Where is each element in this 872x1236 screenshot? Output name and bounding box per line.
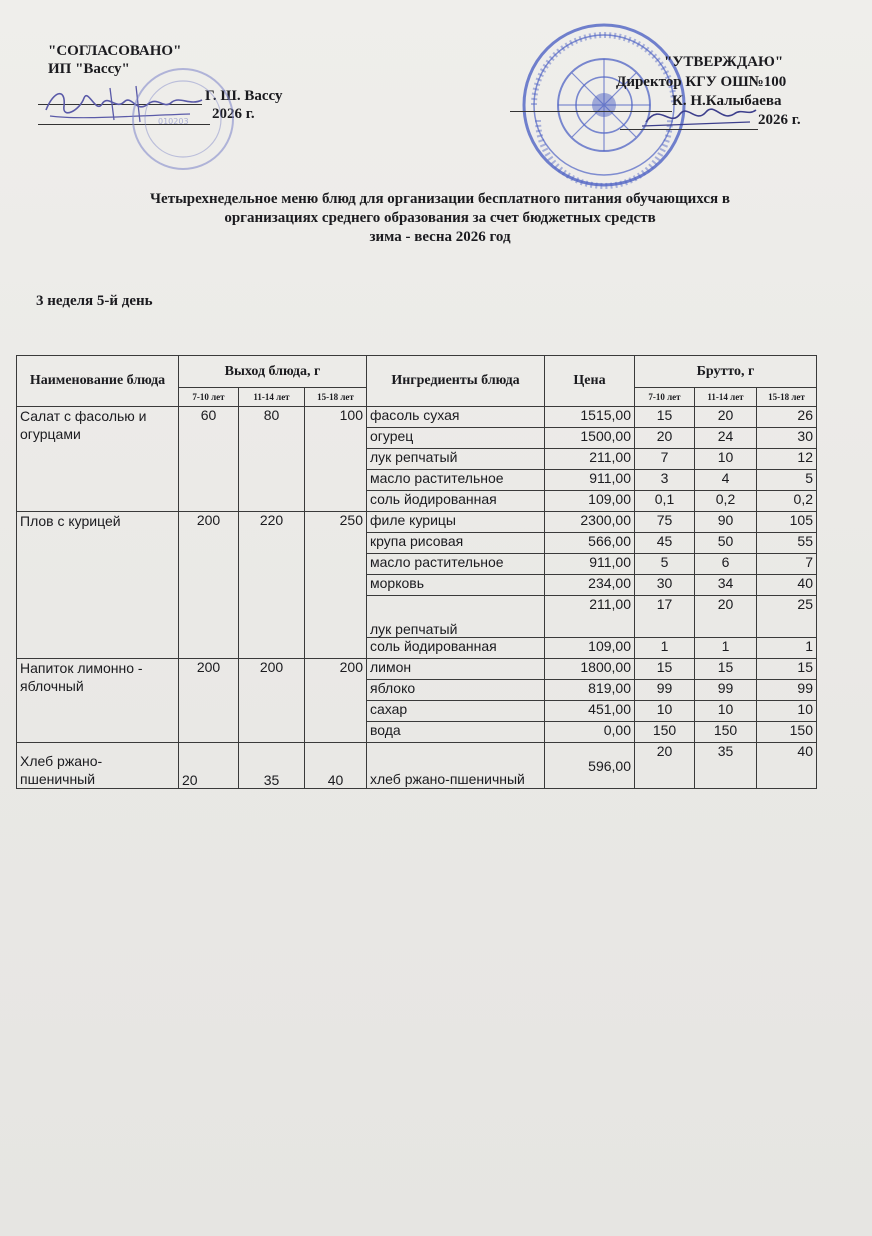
dish-output-15-18: 250 (305, 512, 367, 659)
gross-7-10: 99 (635, 680, 695, 701)
gross-15-18: 12 (757, 449, 817, 470)
gross-11-14: 34 (695, 575, 757, 596)
gross-11-14: 20 (695, 596, 757, 638)
gross-11-14: 24 (695, 428, 757, 449)
approval-left-org: ИП "Вассу" (48, 61, 130, 77)
ingredient-name: филе курицы (367, 512, 545, 533)
ingredient-price: 819,00 (545, 680, 635, 701)
ingredient-name: вода (367, 722, 545, 743)
gross-7-10: 0,1 (635, 491, 695, 512)
header-gross: Брутто, г (635, 356, 817, 388)
ingredient-name: хлеб ржано-пшеничный (367, 743, 545, 789)
gross-11-14: 6 (695, 554, 757, 575)
dish-output-7-10: 200 (179, 512, 239, 659)
ingredient-name: морковь (367, 575, 545, 596)
gross-15-18: 15 (757, 659, 817, 680)
approval-right-person: К. Н.Калыбаева (672, 93, 782, 109)
dish-name: Хлеб ржано-пшеничный (17, 743, 179, 789)
gross-7-10: 45 (635, 533, 695, 554)
dish-output-7-10: 200 (179, 659, 239, 743)
ingredient-price: 596,00 (545, 743, 635, 789)
gross-15-18: 10 (757, 701, 817, 722)
gross-15-18: 26 (757, 407, 817, 428)
gross-11-14: 10 (695, 701, 757, 722)
gross-15-18: 30 (757, 428, 817, 449)
ingredient-name: лук репчатый (367, 449, 545, 470)
week-day-label: 3 неделя 5-й день (36, 293, 153, 309)
gross-7-10: 20 (635, 428, 695, 449)
gross-15-18: 40 (757, 575, 817, 596)
dish-name: Салат с фасолью и огурцами (17, 407, 179, 512)
gross-15-18: 7 (757, 554, 817, 575)
ingredient-price: 211,00 (545, 596, 635, 638)
ingredient-price: 1800,00 (545, 659, 635, 680)
gross-15-18: 5 (757, 470, 817, 491)
ingredient-price: 1515,00 (545, 407, 635, 428)
header-dish-name: Наименование блюда (17, 356, 179, 407)
title-line-1: Четырехнедельное меню блюд для организации бесплатного питания обучающихся в (150, 191, 730, 207)
ingredient-name: масло растительное (367, 470, 545, 491)
gross-7-10: 15 (635, 659, 695, 680)
ingredient-name: сахар (367, 701, 545, 722)
gross-11-14: 4 (695, 470, 757, 491)
gross-11-14: 15 (695, 659, 757, 680)
gross-15-18: 99 (757, 680, 817, 701)
table-row (17, 407, 817, 428)
gross-7-10: 17 (635, 596, 695, 638)
gross-11-14: 150 (695, 722, 757, 743)
table-row (17, 743, 817, 789)
document-title (40, 190, 840, 247)
approval-left-person: Г. Ш. Вассу (205, 88, 283, 104)
gross-15-18: 40 (757, 743, 817, 789)
gross-11-14: 10 (695, 449, 757, 470)
approval-right-title: "УТВЕРЖДАЮ" (664, 54, 784, 70)
ingredient-price: 1500,00 (545, 428, 635, 449)
gross-7-10: 7 (635, 449, 695, 470)
title-line-3: зима - весна 2026 год (369, 229, 511, 245)
ingredient-name: соль йодированная (367, 638, 545, 659)
dish-output-7-10: 20 (179, 743, 239, 789)
gross-11-14: 0,2 (695, 491, 757, 512)
menu-table (16, 355, 817, 789)
dish-output-15-18: 100 (305, 407, 367, 512)
header-ingredients: Ингредиенты блюда (367, 356, 545, 407)
gross-11-14: 99 (695, 680, 757, 701)
dish-output-11-14: 220 (239, 512, 305, 659)
dish-output-11-14: 35 (239, 743, 305, 789)
ingredient-price: 451,00 (545, 701, 635, 722)
ingredient-name: фасоль сухая (367, 407, 545, 428)
ingredient-price: 211,00 (545, 449, 635, 470)
approval-left-title: "СОГЛАСОВАНО" (48, 43, 182, 59)
approval-right-date: 2026 г. (758, 112, 801, 128)
gross-11-14: 35 (695, 743, 757, 789)
gross-11-14: 50 (695, 533, 757, 554)
ingredient-name: соль йодированная (367, 491, 545, 512)
ingredient-price: 2300,00 (545, 512, 635, 533)
gross-15-18: 1 (757, 638, 817, 659)
gross-15-18: 55 (757, 533, 817, 554)
gross-15-18: 105 (757, 512, 817, 533)
ingredient-price: 911,00 (545, 470, 635, 491)
dish-output-15-18: 200 (305, 659, 367, 743)
ingredient-name: огурец (367, 428, 545, 449)
header-output-age-7-10: 7-10 лет (179, 388, 239, 407)
gross-11-14: 20 (695, 407, 757, 428)
gross-7-10: 75 (635, 512, 695, 533)
dish-output-7-10: 60 (179, 407, 239, 512)
ingredient-name: лимон (367, 659, 545, 680)
ingredient-name: лук репчатый (367, 596, 545, 638)
header-gross-age-7-10: 7-10 лет (635, 388, 695, 407)
ingredient-price: 234,00 (545, 575, 635, 596)
dish-name: Плов с курицей (17, 512, 179, 659)
stamp-left (128, 64, 238, 174)
gross-15-18: 0,2 (757, 491, 817, 512)
ingredient-price: 911,00 (545, 554, 635, 575)
dish-output-11-14: 200 (239, 659, 305, 743)
header-output-age-15-18: 15-18 лет (305, 388, 367, 407)
table-row (17, 659, 817, 680)
approval-right-position: Директор КГУ ОШ№100 (616, 74, 787, 90)
header-output: Выход блюда, г (179, 356, 367, 388)
approval-left-date: 2026 г. (212, 106, 255, 122)
ingredient-price: 109,00 (545, 491, 635, 512)
ingredient-name: яблоко (367, 680, 545, 701)
gross-11-14: 1 (695, 638, 757, 659)
gross-7-10: 150 (635, 722, 695, 743)
svg-text:010203: 010203 (158, 117, 189, 126)
gross-7-10: 30 (635, 575, 695, 596)
gross-11-14: 90 (695, 512, 757, 533)
gross-7-10: 20 (635, 743, 695, 789)
gross-15-18: 150 (757, 722, 817, 743)
ingredient-price: 0,00 (545, 722, 635, 743)
ingredient-name: крупа рисовая (367, 533, 545, 554)
table-row (17, 512, 817, 533)
ingredient-name: масло растительное (367, 554, 545, 575)
header-price: Цена (545, 356, 635, 407)
ingredient-price: 566,00 (545, 533, 635, 554)
title-line-2: организациях среднего образования за счет бюджетных средств (224, 210, 656, 226)
dish-output-11-14: 80 (239, 407, 305, 512)
signature-right (640, 94, 760, 134)
dish-output-15-18: 40 (305, 743, 367, 789)
gross-15-18: 25 (757, 596, 817, 638)
gross-7-10: 1 (635, 638, 695, 659)
gross-7-10: 15 (635, 407, 695, 428)
ingredient-price: 109,00 (545, 638, 635, 659)
header-gross-age-15-18: 15-18 лет (757, 388, 817, 407)
dish-name: Напиток лимонно - яблочный (17, 659, 179, 743)
header-gross-age-11-14: 11-14 лет (695, 388, 757, 407)
gross-7-10: 3 (635, 470, 695, 491)
gross-7-10: 10 (635, 701, 695, 722)
header-output-age-11-14: 11-14 лет (239, 388, 305, 407)
gross-7-10: 5 (635, 554, 695, 575)
